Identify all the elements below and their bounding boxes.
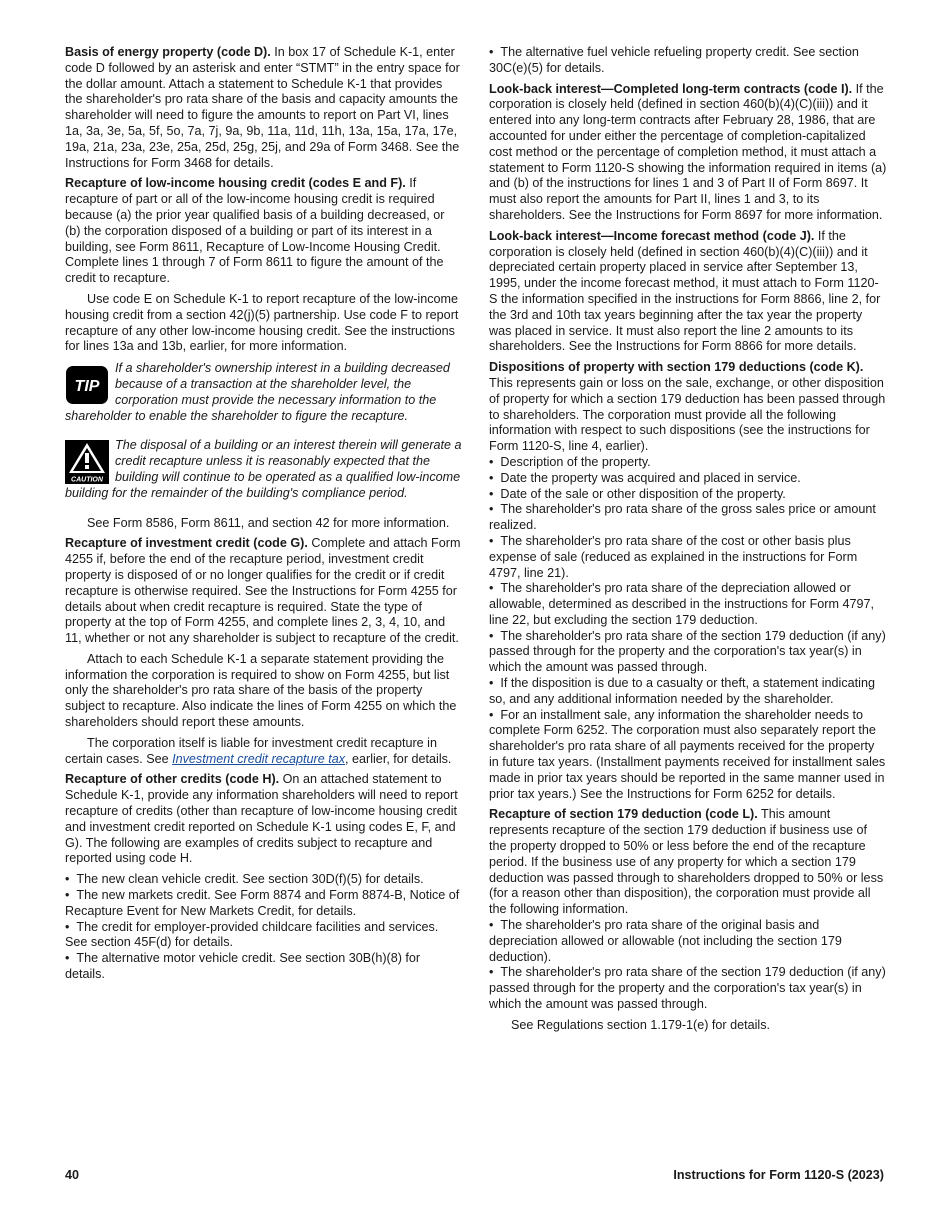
paragraph-investment-credit: Recapture of investment credit (code G). Complete and attach Form 4255 if, before the end of the recapture period, investment credit property is disposed of or no longer qualifies for the credit or if credit recapture is otherwise required. See the Instructions for Form 4255 for details about when credit recapture is required. State the type of property at the top of Form 4255, and complete lines 2, 3, 4, 10, and 11, whether or not any shareholder is subject to recapture of the credit. <box>65 536 461 646</box>
caution-notice <box>65 438 463 501</box>
tip-label: TIP <box>74 378 100 396</box>
page-number: 40 <box>65 1168 80 1182</box>
list-item: • The shareholder's pro rata share of the gross sales price or amount realized. <box>489 502 887 534</box>
caution-text: The disposal of a building or an interest therein will generate a credit recapture unless it is reasonably expected that the building will continue to be operated as a qualified low-income building for the remainder of the building's compliance period. <box>65 438 462 500</box>
list-item: • The shareholder's pro rata share of the cost or other basis plus expense of sale (reduced as explained in the instructions for Form 4797, line 21). <box>489 534 887 581</box>
paragraph-energy-property: Basis of energy property (code D). In box 17 of Schedule K-1, enter code D followed by an asterisk and enter “STMT” in the entry space for the dollar amount. Attach a statement to Schedule K-1 that provides the shareholder's pro rata share of the basis and capacity amounts the shareholder will need to figure the amounts to report on Part VI, lines 1a, 3a, 3e, 5a, 5f, 5o, 7a, 7j, 9a, 9b, 11a, 11d, 11h, 13a, 15a, 17a, 17e, 19a, 21a, 23a, 23e, 25a, 25d, 25g, 25j, and 29a of Form 3468. See the Instructions for Form 3468 for details. <box>65 45 460 170</box>
tip-text: If a shareholder's ownership interest in a building decreased because of a transaction at the shareholder level, the corporation must provide the necessary information to the shareholder to enable the shareholder to figure the recapture. <box>65 361 450 423</box>
list-item: • The alternative fuel vehicle refueling property credit. See section 30C(e)(5) for details. <box>489 45 887 77</box>
list-item: • The alternative motor vehicle credit. See section 30B(h)(8) for details. <box>65 951 463 983</box>
paragraph-lihc-codes: Use code E on Schedule K-1 to report recapture of the low-income housing credit from a section 42(j)(5) partnership. Use code F to report recapture of any other low-income housing credit. See the instructions for lines 13a and 13b, earlier, for more information. <box>65 291 459 354</box>
list-item: • The credit for employer-provided childcare facilities and services. See section 45F(d) for details. <box>65 920 463 952</box>
paragraph-see-8586: See Form 8586, Form 8611, and section 42 for more information. <box>87 515 450 530</box>
tip-icon <box>65 363 109 407</box>
caution-icon <box>65 440 109 484</box>
right-column <box>489 45 887 1039</box>
list-item: • Description of the property. <box>489 455 887 471</box>
list-item: • Date the property was acquired and placed in service. <box>489 471 887 487</box>
document-title: Instructions for Form 1120-S (2023) <box>673 1168 884 1182</box>
list-item: • For an installment sale, any information the shareholder needs to complete Form 6252. The corporation must also separately report the shareholder's pro rata share of all payments received for the property in future tax years. (Installment payments received for installment sales made in prior tax years should be reported in the same manner used in prior tax years.) See the Instructions for Form 6252 for details. <box>489 708 887 803</box>
paragraph-investment-attach: Attach to each Schedule K-1 a separate statement providing the information the corporation is required to show on Form 4255, but list only the shareholder's pro rata share of the basis of the property subject to recapture. Also indicate the lines of Form 4255 on which the shareholders should report these amounts. <box>65 651 457 730</box>
heading-recapture-179: Recapture of section 179 deduction (code L). <box>489 807 758 822</box>
list-item: • The shareholder's pro rata share of the section 179 deduction (if any) passed through for the property and the corporation's tax year(s) in which the amount was passed through. <box>489 629 887 676</box>
list-item: • The shareholder's pro rata share of the original basis and depreciation allowed or allowable (not including the section 179 deduction). <box>489 918 887 965</box>
heading-lookback-i: Look-back interest—Completed long-term contracts (code I). <box>489 81 853 96</box>
heading-lihc: Recapture of low-income housing credit (codes E and F). <box>65 176 406 191</box>
heading-energy-property: Basis of energy property (code D). <box>65 45 271 59</box>
paragraph-investment-liable: The corporation itself is liable for investment credit recapture in certain cases. See Investment credit recapture tax, earlier, for details. <box>65 735 452 766</box>
paragraph-lihc: Recapture of low-income housing credit (codes E and F). If recapture of part or all of the low-income housing credit is required because (a) the prior year qualified basis of a building decreased, or (b) the corporation disposed of a building or part of its interest in a building, see Form 8611, Recapture of Low-Income Housing Credit. Complete lines 1 through 7 of Form 8611 to figure the amount of the credit to recapture. <box>65 176 445 286</box>
list-item: • The new clean vehicle credit. See section 30D(f)(5) for details. <box>65 872 463 888</box>
list-item: • The shareholder's pro rata share of the section 179 deduction (if any) passed through for the property and the corporation's tax year(s) in which the amount was passed through. <box>489 965 887 1012</box>
paragraph-regulations: See Regulations section 1.179-1(e) for details. <box>511 1017 771 1032</box>
caution-label: CAUTION <box>71 476 103 484</box>
list-item: • The shareholder's pro rata share of the depreciation allowed or allowable, determined as described in the instructions for Form 4797, line 22, but excluding the section 179 deduction. <box>489 581 887 628</box>
paragraph-lookback-i: Look-back interest—Completed long-term contracts (code I). If the corporation is closely held (defined in section 460(b)(4)(C)(iii)) and it entered into any long-term contracts after February 28, 1986, that are accounted for under either the percentage of completion-capitalized cost method or the percentage of completion method, it must attach a statement to Form 1120-S showing the information required in items (a) and (b) of the instructions for lines 1 and 3 of Part II of Form 8697. It must also report the amounts for Part II, lines 1 and 3, to its shareholders. See the Instructions for Form 8697 for more information. <box>489 81 887 222</box>
investment-credit-recapture-tax-link[interactable]: Investment credit recapture tax <box>172 751 346 766</box>
paragraph-other-credits: Recapture of other credits (code H). On an attached statement to Schedule K-1, provide any information shareholders will need to report recapture of credits (other than recapture of low-income housing credit and investment credit reported on Schedule K-1 using codes E, F, and G). The following are examples of credits subject to recapture and reported using code H. <box>65 772 458 866</box>
list-item: • The new markets credit. See Form 8874 and Form 8874-B, Notice of Recapture Event for New Markets Credit, for details. <box>65 888 463 920</box>
heading-lookback-j: Look-back interest—Income forecast method (code J). <box>489 228 815 243</box>
tip-notice <box>65 361 463 424</box>
list-item: • Date of the sale or other disposition of the property. <box>489 487 887 503</box>
heading-other-credits: Recapture of other credits (code H). <box>65 772 280 787</box>
paragraph-lookback-j: Look-back interest—Income forecast method (code J). If the corporation is closely held (defined in section 460(b)(4)(C)(iii)) and it depreciated certain property placed in service after September 13, 1995, under the income forecast method, it must attach to Form 1120-S the information specified in the instructions for Form 8866, line 2, for the 3rd and 10th tax years beginning after the tax year the property was placed in service. It must also report the line 2 amounts to its shareholders. See the Instructions for Form 8866 for more details. <box>489 228 881 354</box>
left-column <box>65 45 463 983</box>
list-item: • If the disposition is due to a casualty or theft, a statement indicating so, and any additional information needed by the shareholder. <box>489 676 887 708</box>
paragraph-dispositions: Dispositions of property with section 179 deductions (code K). This represents gain or loss on the sale, exchange, or other disposition of property for which a section 179 deduction has been passed through to shareholders. The corporation must provide all the following information with respect to such dispositions (see the instructions for Form 1120-S, line 4, earlier). <box>489 360 886 454</box>
heading-investment-credit: Recapture of investment credit (code G). <box>65 536 308 551</box>
heading-dispositions: Dispositions of property with section 179 deductions (code K). <box>489 360 864 375</box>
paragraph-recapture-179: Recapture of section 179 deduction (code L). This amount represents recapture of the section 179 deduction if business use of the property dropped to 50% or less before the end of the recapture period. If the business use of any property for which a section 179 deduction was passed through to shareholders dropped to 50% or less (for a reason other than disposition), the corporation must provide all the following information. <box>489 807 884 917</box>
